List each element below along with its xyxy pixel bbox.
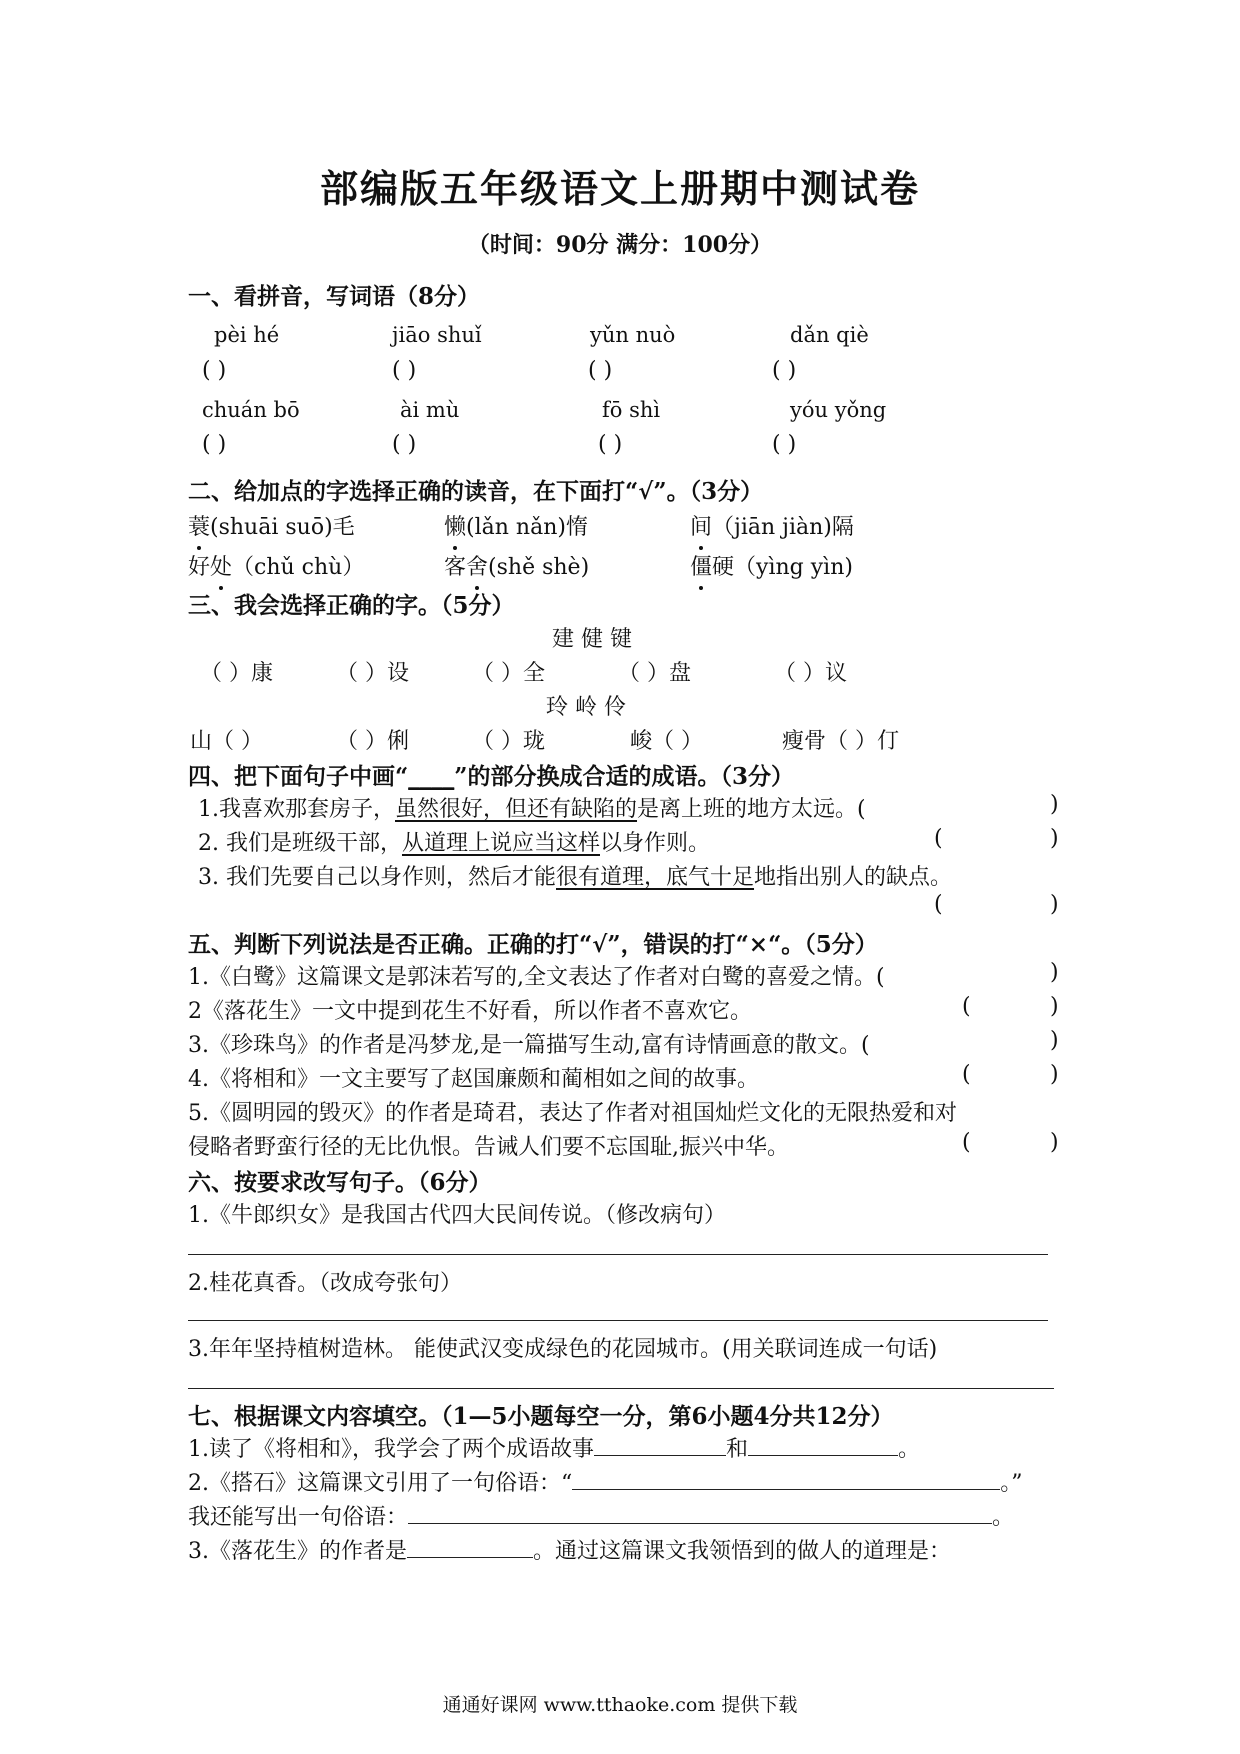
- fill-item[interactable]: 山（ ）: [190, 729, 263, 754]
- section-3-heading: 三、我会选择正确的字。（5分）: [188, 592, 515, 619]
- answer-paren-end[interactable]: ): [1050, 892, 1059, 917]
- dotted-char: 舍: [466, 550, 488, 581]
- exam-info: （时间：90分 满分：100分）: [467, 232, 773, 258]
- rewrite-q3: 3. 我们先要自己以身作则，然后才能很有道理，底气十足地指出别人的缺点。: [198, 865, 953, 890]
- rewrite-q2: 2. 我们是班级干部，从道理上说应当这样以身作则。: [198, 831, 711, 856]
- dotted-char: 蓑: [188, 510, 210, 541]
- section-7-heading: 七、根据课文内容填空。（1—5小题每空一分，第6小题4分共12分）: [188, 1403, 894, 1430]
- answer-paren[interactable]: ( ): [202, 432, 227, 457]
- answer-paren-start[interactable]: (: [962, 1130, 971, 1155]
- answer-paren[interactable]: ( ): [202, 358, 227, 383]
- fill-q2-cont: 我还能写出一句俗语： 。: [188, 1505, 1015, 1530]
- answer-paren[interactable]: ( ): [772, 358, 797, 383]
- reading-item: 蓑(shuāi suō)毛: [188, 510, 355, 541]
- reading-item: 僵硬（yìng yìn): [690, 550, 853, 581]
- answer-paren-end[interactable]: ): [1050, 994, 1059, 1019]
- answer-paren-start[interactable]: (: [962, 994, 971, 1019]
- fill-q3: 3.《落花生》的作者是 。通过这篇课文我领悟到的做人的道理是：: [188, 1539, 952, 1564]
- blank[interactable]: [594, 1454, 726, 1456]
- fill-item[interactable]: （ ）珑: [472, 729, 545, 754]
- fill-q2: 2.《搭石》这篇课文引用了一句俗语：“ 。”: [188, 1471, 1023, 1496]
- rewrite-q1: 1.我喜欢那套房子，虽然很好，但还有缺陷的是离上班的地方太远。(: [198, 797, 866, 822]
- section-6-heading: 六、按要求改写句子。（6分）: [188, 1169, 492, 1196]
- footer-credit: 通通好课网 www.tthaoke.com 提供下载: [442, 1694, 798, 1716]
- pinyin-6: ài mù: [400, 398, 460, 422]
- answer-paren[interactable]: ( ): [772, 432, 797, 457]
- answer-paren-end[interactable]: ): [1050, 792, 1059, 817]
- dotted-char: 处: [210, 550, 232, 581]
- judge-item-5: 5.《圆明园的毁灭》的作者是琦君，表达了作者对祖国灿烂文化的无限热爱和对: [188, 1101, 957, 1126]
- reading-item: 懒(lǎn nǎn)惰: [444, 510, 588, 541]
- dotted-char: 僵: [690, 550, 712, 581]
- blank[interactable]: [572, 1488, 1000, 1490]
- pinyin-4: dǎn qiè: [790, 323, 869, 347]
- reading-item: 客舍(shě shè): [444, 550, 589, 581]
- page-title: 部编版五年级语文上册期中测试卷: [319, 166, 920, 211]
- fill-item[interactable]: 瘦骨（ ）仃: [782, 729, 899, 754]
- answer-line[interactable]: [188, 1254, 1048, 1255]
- rewrite-sentence-3: 3.年年坚持植树造林。 能使武汉变成绿色的花园城市。(用关联词连成一句话): [188, 1337, 938, 1362]
- fill-item[interactable]: （ ）康: [200, 661, 273, 686]
- answer-paren-end[interactable]: ): [1050, 960, 1059, 985]
- answer-line[interactable]: [188, 1320, 1048, 1321]
- section-4-heading: 四、把下面句子中画“____”的部分换成合适的成语。（3分）: [188, 763, 794, 790]
- rewrite-sentence-2: 2.桂花真香。（改成夸张句）: [188, 1271, 462, 1296]
- answer-paren[interactable]: ( ): [392, 358, 417, 383]
- fill-item[interactable]: （ ）全: [472, 661, 545, 686]
- char-choices-2: 玲 岭 伶: [546, 695, 626, 720]
- answer-paren-end[interactable]: ): [1050, 1028, 1059, 1053]
- judge-item-3: 3.《珍珠鸟》的作者是冯梦龙,是一篇描写生动,富有诗情画意的散文。(: [188, 1033, 870, 1058]
- dotted-char: 间: [690, 510, 712, 541]
- judge-item-2: 2《落花生》一文中提到花生不好看，所以作者不喜欢它。: [188, 999, 752, 1024]
- section-2-heading: 二、给加点的字选择正确的读音，在下面打“√”。（3分）: [188, 478, 764, 505]
- dotted-char: 懒: [444, 510, 466, 541]
- answer-paren-start[interactable]: (: [962, 1062, 971, 1087]
- pinyin-8: yóu yǒng: [790, 398, 887, 422]
- judge-item-1: 1.《白鹭》这篇课文是郭沫若写的,全文表达了作者对白鹭的喜爱之情。(: [188, 965, 885, 990]
- blank[interactable]: [407, 1556, 533, 1558]
- answer-paren-start[interactable]: (: [934, 892, 943, 917]
- judge-item-5-cont: 侵略者野蛮行径的无比仇恨。告诫人们要不忘国耻,振兴中华。: [188, 1135, 789, 1160]
- pinyin-7: fō shì: [602, 398, 661, 422]
- rewrite-sentence-1: 1.《牛郎织女》是我国古代四大民间传说。（修改病句）: [188, 1203, 726, 1228]
- judge-item-4: 4.《将相和》一文主要写了赵国廉颇和蔺相如之间的故事。: [188, 1067, 759, 1092]
- answer-paren-end[interactable]: ): [1050, 1062, 1059, 1087]
- blank[interactable]: [748, 1454, 898, 1456]
- reading-item: 间（jiān jiàn)隔: [690, 510, 854, 541]
- pinyin-1: pèi hé: [214, 323, 280, 347]
- answer-paren-start[interactable]: (: [934, 826, 943, 851]
- answer-paren[interactable]: ( ): [598, 432, 623, 457]
- answer-paren[interactable]: ( ): [392, 432, 417, 457]
- section-5-heading: 五、判断下列说法是否正确。正确的打“√”，错误的打“×“。（5分）: [188, 931, 878, 958]
- section-1-heading: 一、看拼音，写词语（8分）: [188, 283, 481, 310]
- fill-item[interactable]: 峻（ ）: [630, 729, 703, 754]
- fill-item[interactable]: （ ）俐: [336, 729, 409, 754]
- fill-item[interactable]: （ ）议: [774, 661, 847, 686]
- fill-item[interactable]: （ ）设: [336, 661, 409, 686]
- pinyin-3: yǔn nuò: [590, 323, 676, 347]
- answer-paren[interactable]: ( ): [588, 358, 613, 383]
- answer-paren-end[interactable]: ): [1050, 1130, 1059, 1155]
- fill-q1: 1.读了《将相和》，我学会了两个成语故事 和 。: [188, 1437, 921, 1462]
- blank[interactable]: [408, 1522, 992, 1524]
- answer-line[interactable]: [188, 1388, 1054, 1389]
- pinyin-5: chuán bō: [202, 398, 300, 422]
- char-choices-1: 建 健 键: [552, 627, 632, 652]
- reading-item: 好处（chǔ chù）: [188, 550, 364, 581]
- fill-item[interactable]: （ ）盘: [618, 661, 691, 686]
- pinyin-2: jiāo shuǐ: [392, 323, 482, 347]
- answer-paren-end[interactable]: ): [1050, 826, 1059, 851]
